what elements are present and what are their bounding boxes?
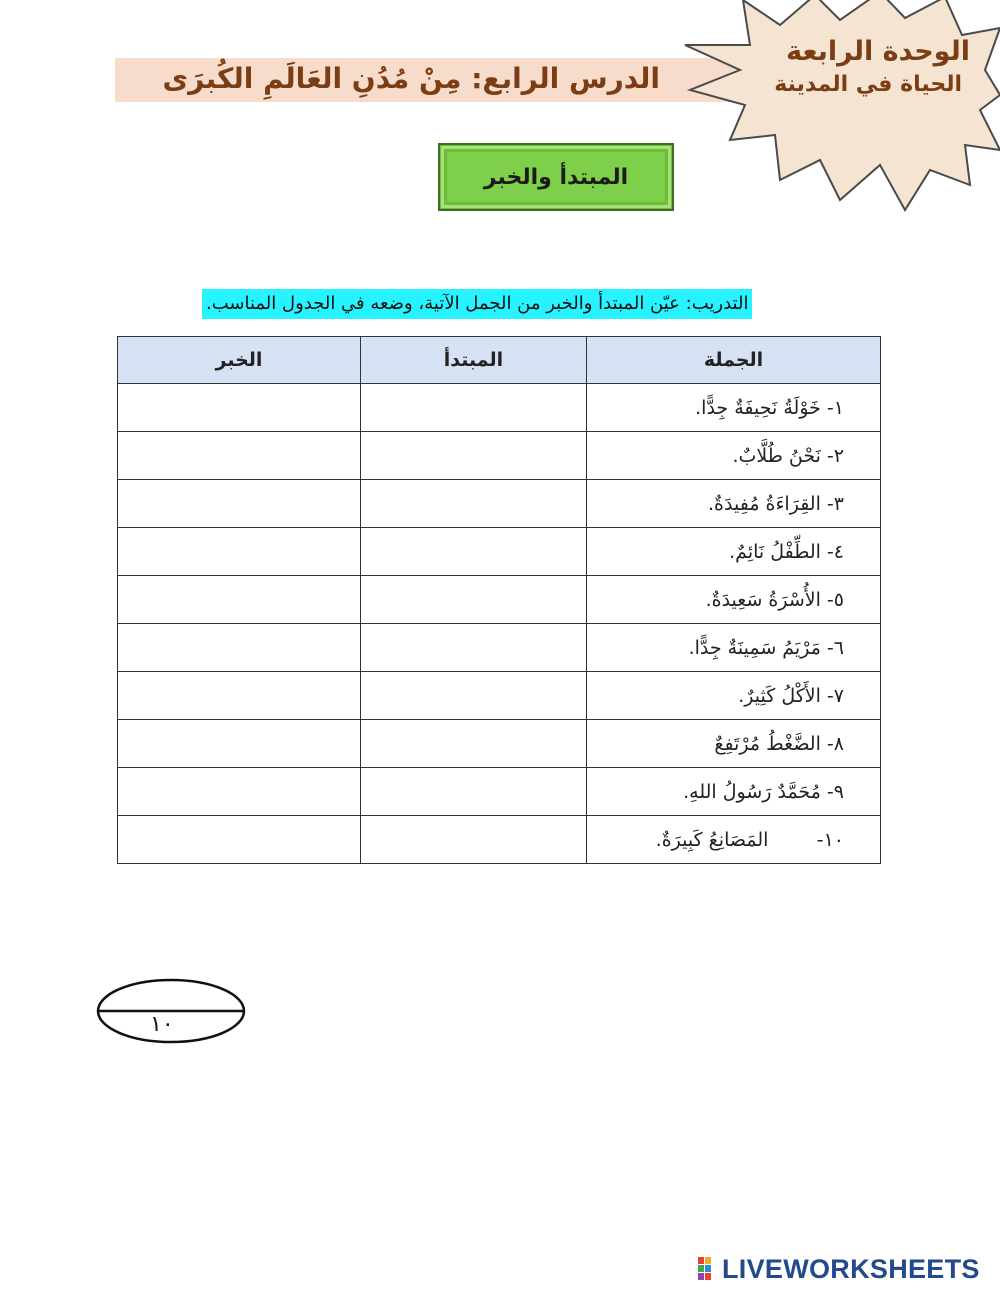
liveworksheets-logo-icon	[698, 1257, 720, 1281]
subject-answer-cell[interactable]	[361, 624, 587, 672]
table-row	[118, 528, 881, 576]
subject-answer-cell[interactable]	[361, 672, 587, 720]
logo-text: LIVEWORKSHEETS	[722, 1254, 980, 1284]
subject-answer-cell[interactable]	[361, 768, 587, 816]
exercise-instruction: التدريب: عيّن المبتدأ والخبر من الجمل الآتية، وضعه في الجدول المناسب.	[202, 289, 752, 319]
predicate-answer-cell[interactable]	[118, 768, 361, 816]
subject-answer-cell[interactable]	[361, 576, 587, 624]
sentence-cell: ٥- الأُسْرَةُ سَعِيدَةٌ.	[587, 576, 881, 624]
predicate-answer-cell[interactable]	[118, 576, 361, 624]
lesson-title: الدرس الرابع: مِنْ مُدُنِ العَالَمِ الكُبرَى	[162, 62, 660, 95]
predicate-answer-cell[interactable]	[118, 624, 361, 672]
subject-answer-cell[interactable]	[361, 528, 587, 576]
header-predicate: الخبر	[118, 337, 361, 384]
table-row	[118, 480, 881, 528]
header-sentence: الجملة	[587, 337, 881, 384]
table-row	[118, 768, 881, 816]
sentence-cell: ٤- الطِّفْلُ نَائِمٌ.	[587, 528, 881, 576]
predicate-answer-cell[interactable]	[118, 528, 361, 576]
table-row	[118, 384, 881, 432]
table-header-row	[118, 337, 881, 384]
unit-heading	[770, 34, 970, 100]
topic-button[interactable]: المبتدأ والخبر	[438, 143, 674, 211]
table-row	[118, 672, 881, 720]
subject-answer-cell[interactable]	[361, 816, 587, 864]
sentence-cell: ٩- مُحَمَّدٌ رَسُولُ اللهِ.	[587, 768, 881, 816]
sentence-cell: ١٠- المَصَانِعُ كَبِيرَةٌ.	[587, 816, 881, 864]
predicate-answer-cell[interactable]	[118, 720, 361, 768]
table-row	[118, 432, 881, 480]
sentence-cell: ٧- الأَكْلُ كَثِيرٌ.	[587, 672, 881, 720]
liveworksheets-logo[interactable]	[698, 1254, 980, 1284]
unit-title: الوحدة الرابعة	[786, 36, 970, 67]
subject-answer-cell[interactable]	[361, 384, 587, 432]
predicate-answer-cell[interactable]	[118, 480, 361, 528]
unit-star-badge	[680, 0, 1000, 215]
table-row	[118, 576, 881, 624]
sentence-cell: ٨- الضَّغْطُ مُرْتَفِعٌ	[587, 720, 881, 768]
subject-answer-cell[interactable]	[361, 480, 587, 528]
sentence-cell: ٢- نَحْنُ طُلَّابٌ.	[587, 432, 881, 480]
subject-answer-cell[interactable]	[361, 720, 587, 768]
table-row	[118, 624, 881, 672]
sentence-cell: ٦- مَرْيَمُ سَمِينَةٌ جِدًّا.	[587, 624, 881, 672]
exercise-table	[117, 336, 881, 864]
predicate-answer-cell[interactable]	[118, 816, 361, 864]
score-total: ١٠	[150, 1012, 174, 1037]
predicate-answer-cell[interactable]	[118, 672, 361, 720]
unit-subtitle: الحياة في المدينة	[774, 72, 962, 97]
sentence-cell: ٣- القِرَاءَةُ مُفِيدَةٌ.	[587, 480, 881, 528]
header-subject: المبتدأ	[361, 337, 587, 384]
sentence-cell: ١- خَوْلَةُ نَحِيفَةٌ جِدًّا.	[587, 384, 881, 432]
subject-answer-cell[interactable]	[361, 432, 587, 480]
predicate-answer-cell[interactable]	[118, 432, 361, 480]
table-row	[118, 720, 881, 768]
predicate-answer-cell[interactable]	[118, 384, 361, 432]
table-row	[118, 816, 881, 864]
